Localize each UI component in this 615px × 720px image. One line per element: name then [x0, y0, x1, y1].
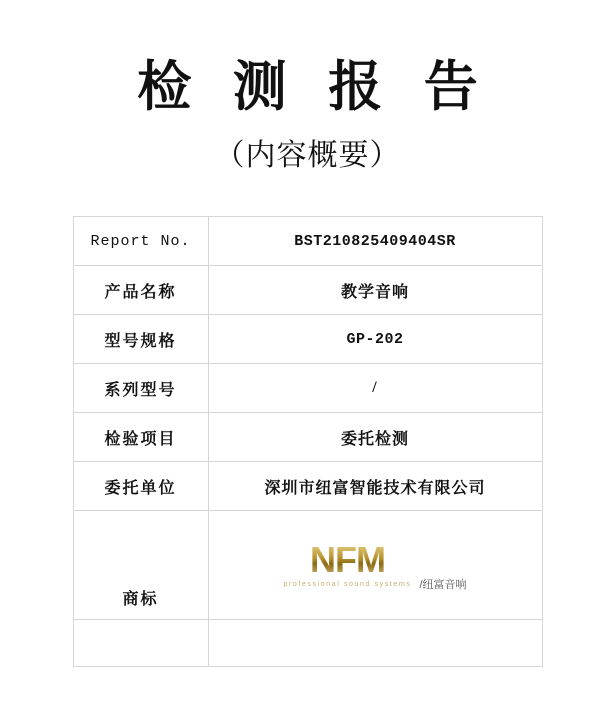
row-value-blank — [208, 620, 542, 667]
row-label-series-model: 系列型号 — [73, 364, 208, 413]
table-row — [73, 266, 542, 315]
row-label-trademark: 商标 — [73, 511, 208, 620]
row-value-model-spec: GP-202 — [208, 315, 542, 364]
table-row — [73, 511, 542, 620]
row-value-trademark — [208, 511, 542, 620]
table-row — [73, 620, 542, 667]
table-row — [73, 315, 542, 364]
table-row — [73, 364, 542, 413]
page-title: 检 测 报 告 — [137, 57, 492, 117]
row-value-test-item: 委托检测 — [208, 413, 542, 462]
row-value-product-name: 教学音响 — [208, 266, 542, 315]
row-value-client: 深圳市纽富智能技术有限公司 — [208, 462, 542, 511]
page-subtitle: （内容概要） — [214, 139, 401, 173]
table-row — [73, 413, 542, 462]
row-label-blank — [73, 620, 208, 667]
row-label-product-name: 产品名称 — [73, 266, 208, 315]
brand-logo — [209, 516, 542, 614]
table-row — [73, 217, 542, 266]
row-label-test-item: 检验项目 — [73, 413, 208, 462]
logo-tagline: professional sound systems — [283, 581, 412, 589]
row-label-model-spec: 型号规格 — [73, 315, 208, 364]
report-summary-table — [73, 216, 543, 667]
row-value-series-model: / — [208, 364, 542, 413]
row-label-client: 委托单位 — [73, 462, 208, 511]
logo-mark — [283, 539, 412, 589]
logo-wordmark: NFM — [309, 539, 385, 581]
row-label-report-no: Report No. — [73, 217, 208, 266]
table-row — [73, 462, 542, 511]
row-value-report-no: BST210825409404SR — [208, 217, 542, 266]
logo-chinese-name: /纽富音响 — [419, 579, 467, 592]
